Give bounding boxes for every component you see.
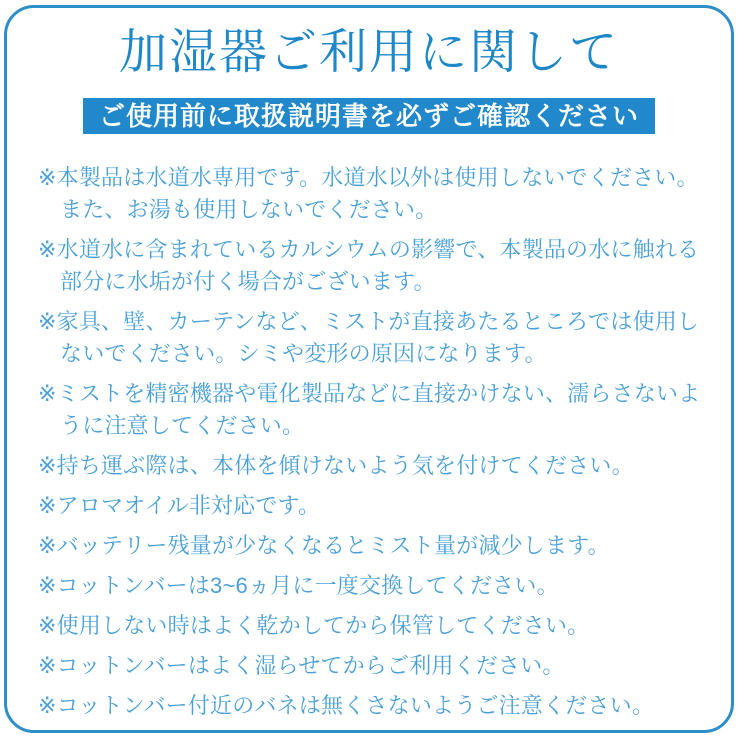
notice-item: ※本製品は水道水専用です。水道水以外は使用しないでください。また、お湯も使用しないでください。 xyxy=(38,165,699,222)
notice-item: ※コットンバーは3~6ヵ月に一度交換してください。 xyxy=(38,573,559,598)
notice-item: ※ミストを精密機器や電化製品などに直接かけない、濡らさないように注意してください。 xyxy=(38,381,701,438)
notice-item: ※バッテリー残量が少なくなるとミスト量が減少します。 xyxy=(38,533,610,558)
warning-banner: ご使用前に取扱説明書を必ずご確認ください xyxy=(83,98,655,134)
notice-item: ※使用しない時はよく乾かしてから保管してください。 xyxy=(38,613,590,638)
notice-item: ※家具、壁、カーテンなど、ミストが直接あたるところでは使用しないでください。シミや変形の原因になります。 xyxy=(38,309,700,366)
notice-item: ※コットンバーはよく湿らせてからご利用ください。 xyxy=(38,653,565,678)
notice-item: ※コットンバー付近のバネは無くさないようご注意ください。 xyxy=(38,693,655,718)
notice-item: ※持ち運ぶ際は、本体を傾けないよう気を付けてください。 xyxy=(38,453,634,478)
notice-item: ※アロマオイル非対応です。 xyxy=(38,493,321,518)
notice-item: ※水道水に含まれているカルシウムの影響で、本製品の水に触れる部分に水垢が付く場合がございます。 xyxy=(38,237,700,294)
notice-list xyxy=(7,134,731,722)
page-title: 加湿器ご利用に関して xyxy=(118,26,619,79)
notice-card-border xyxy=(4,5,734,733)
